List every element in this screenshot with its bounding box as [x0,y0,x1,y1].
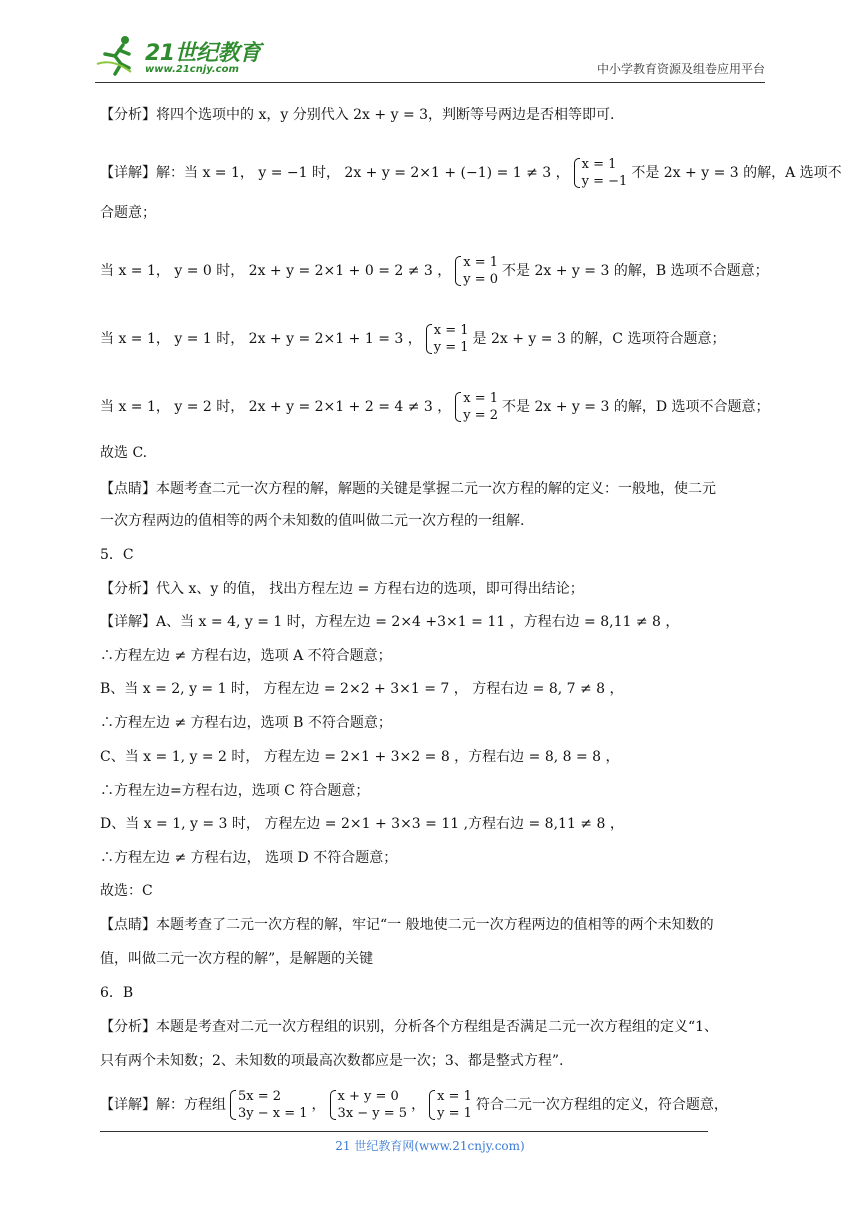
equation-system [455,390,498,424]
detail-line-c: 合题意； [100,205,156,221]
q5-detail-b: B、当 x = 2, y = 1 时， 方程左边 = 2×2 + 3×1 = 7 ， 方程右边 = 8, 7 ≠ 8 ， [100,681,624,697]
system-row: x + y = 0 [337,1089,399,1104]
page-header [95,30,765,82]
option-b-result: 不是 2x + y = 3 的解，B 选项不合题意； [502,263,769,279]
q6-detail-result: 符合二元一次方程组的定义，符合题意， [475,1097,728,1113]
system-row: x = 1 [433,323,469,338]
system-row: x = 1 [437,1089,472,1104]
logo-text: 21世纪教育 [145,41,261,66]
detail-line-a [100,156,842,190]
system-row: y = −1 [581,174,628,189]
separator: ， [411,1097,426,1113]
equation-system [426,322,469,356]
q5-conclusion-c: ∴方程左边=方程右边，选项 C 符合题意； [100,783,370,799]
option-d-result: 不是 2x + y = 3 的解，D 选项不合题意； [502,399,770,415]
equation-system [429,1088,472,1122]
analysis-line: 【分析】将四个选项中的 x，y 分别代入 2x + y = 3，判断等号两边是否相等即可. [100,107,615,123]
equation-system [230,1088,308,1122]
question-6-answer: 6．B [100,985,134,1001]
footer-link[interactable]: 21 世纪教育网(www.21cnjy.com) [335,1139,525,1153]
system-row: x = 1 [463,255,499,270]
q6-analysis-2: 只有两个未知数；2、未知数的项最高次数都应是一次；3、都是整式方程”. [100,1053,564,1069]
q5-conclusion-b: ∴方程左边 ≠ 方程右边，选项 B 不符合题意； [100,715,392,731]
equation-system [455,254,498,288]
detail-text-b: 不是 2x + y = 3 的解，A 选项不 [631,165,842,181]
header-platform-text: 中小学教育资源及组卷应用平台 [596,62,765,76]
system-row: y = 1 [437,1106,472,1121]
option-c-line [100,322,725,356]
separator: ， [311,1097,326,1113]
q5-comment-1: 【点睛】本题考查了二元一次方程的解，牢记“一 般地使二元一次方程两边的值相等的两个未知数的 [100,917,714,933]
option-c-text: 当 x = 1， y = 1 时， 2x + y = 2×1 + 1 = 3 ， [100,331,422,347]
equation-system [574,156,628,190]
answer-line: 故选 C. [100,445,148,461]
q6-detail-lead: 【详解】解：方程组 [100,1097,226,1113]
option-b-line [100,254,769,288]
option-d-text: 当 x = 1， y = 2 时， 2x + y = 2×1 + 2 = 4 ≠ 3 ， [100,399,452,415]
q5-analysis: 【分析】代入 x、y 的值， 找出方程左边 = 方程右边的选项，即可得出结论； [100,581,584,597]
q5-choice: 故选：C [100,883,153,899]
comment-line-2: 一次方程两边的值相等的两个未知数的值叫做二元一次方程的一组解. [100,513,525,529]
q5-detail-c: C、当 x = 1, y = 2 时， 方程左边 = 2×1 + 3×2 = 8 ，方程右边 = 8, 8 = 8 ， [100,749,620,765]
q6-detail [100,1088,728,1122]
equation-system [330,1088,408,1122]
system-row: y = 1 [433,340,469,355]
site-logo[interactable] [95,34,265,78]
option-c-result: 是 2x + y = 3 的解，C 选项符合题意； [472,331,726,347]
system-row: 3y − x = 1 [238,1106,308,1121]
header-divider [95,82,765,83]
detail-text-a: 【详解】解：当 x = 1， y = −1 时， 2x + y = 2×1 + (−1) = 1 ≠ 3 ， [100,165,570,181]
q5-conclusion-a: ∴方程左边 ≠ 方程右边，选项 A 不符合题意； [100,648,392,664]
system-row: x = 1 [581,157,617,172]
system-row: x = 1 [463,391,499,406]
option-d-line [100,390,770,424]
system-row: 3x − y = 5 [337,1106,408,1121]
option-b-text: 当 x = 1， y = 0 时， 2x + y = 2×1 + 0 = 2 ≠ 3 ， [100,263,452,279]
comment-line-1: 【点睛】本题考查二元一次方程的解，解题的关键是掌握二元一次方程的解的定义：一般地，使二元 [100,481,716,497]
q6-analysis-1: 【分析】本题是考查对二元一次方程组的识别，分析各个方程组是否满足二元一次方程组的定义“1、 [100,1019,719,1035]
q5-conclusion-d: ∴方程左边 ≠ 方程右边， 选项 D 不符合题意； [100,850,398,866]
q5-detail-d: D、当 x = 1, y = 3 时， 方程左边 = 2×1 + 3×3 = 11 ,方程右边 = 8,11 ≠ 8 ， [100,816,624,832]
system-row: y = 0 [463,272,499,287]
runner-logo-icon [95,34,143,76]
footer-divider [100,1131,708,1132]
q5-detail-a: 【详解】A、当 x = 4, y = 1 时，方程左边 = 2×4 +3×1 = 11 ，方程右边 = 8,11 ≠ 8 ， [100,614,680,630]
system-row: 5x = 2 [238,1089,282,1104]
q5-comment-2: 值，叫做二元一次方程的解”，是解题的关键 [100,951,374,967]
question-5-answer: 5．C [100,547,134,563]
system-row: y = 2 [463,408,499,423]
logo-url: www.21cnjy.com [145,64,239,75]
